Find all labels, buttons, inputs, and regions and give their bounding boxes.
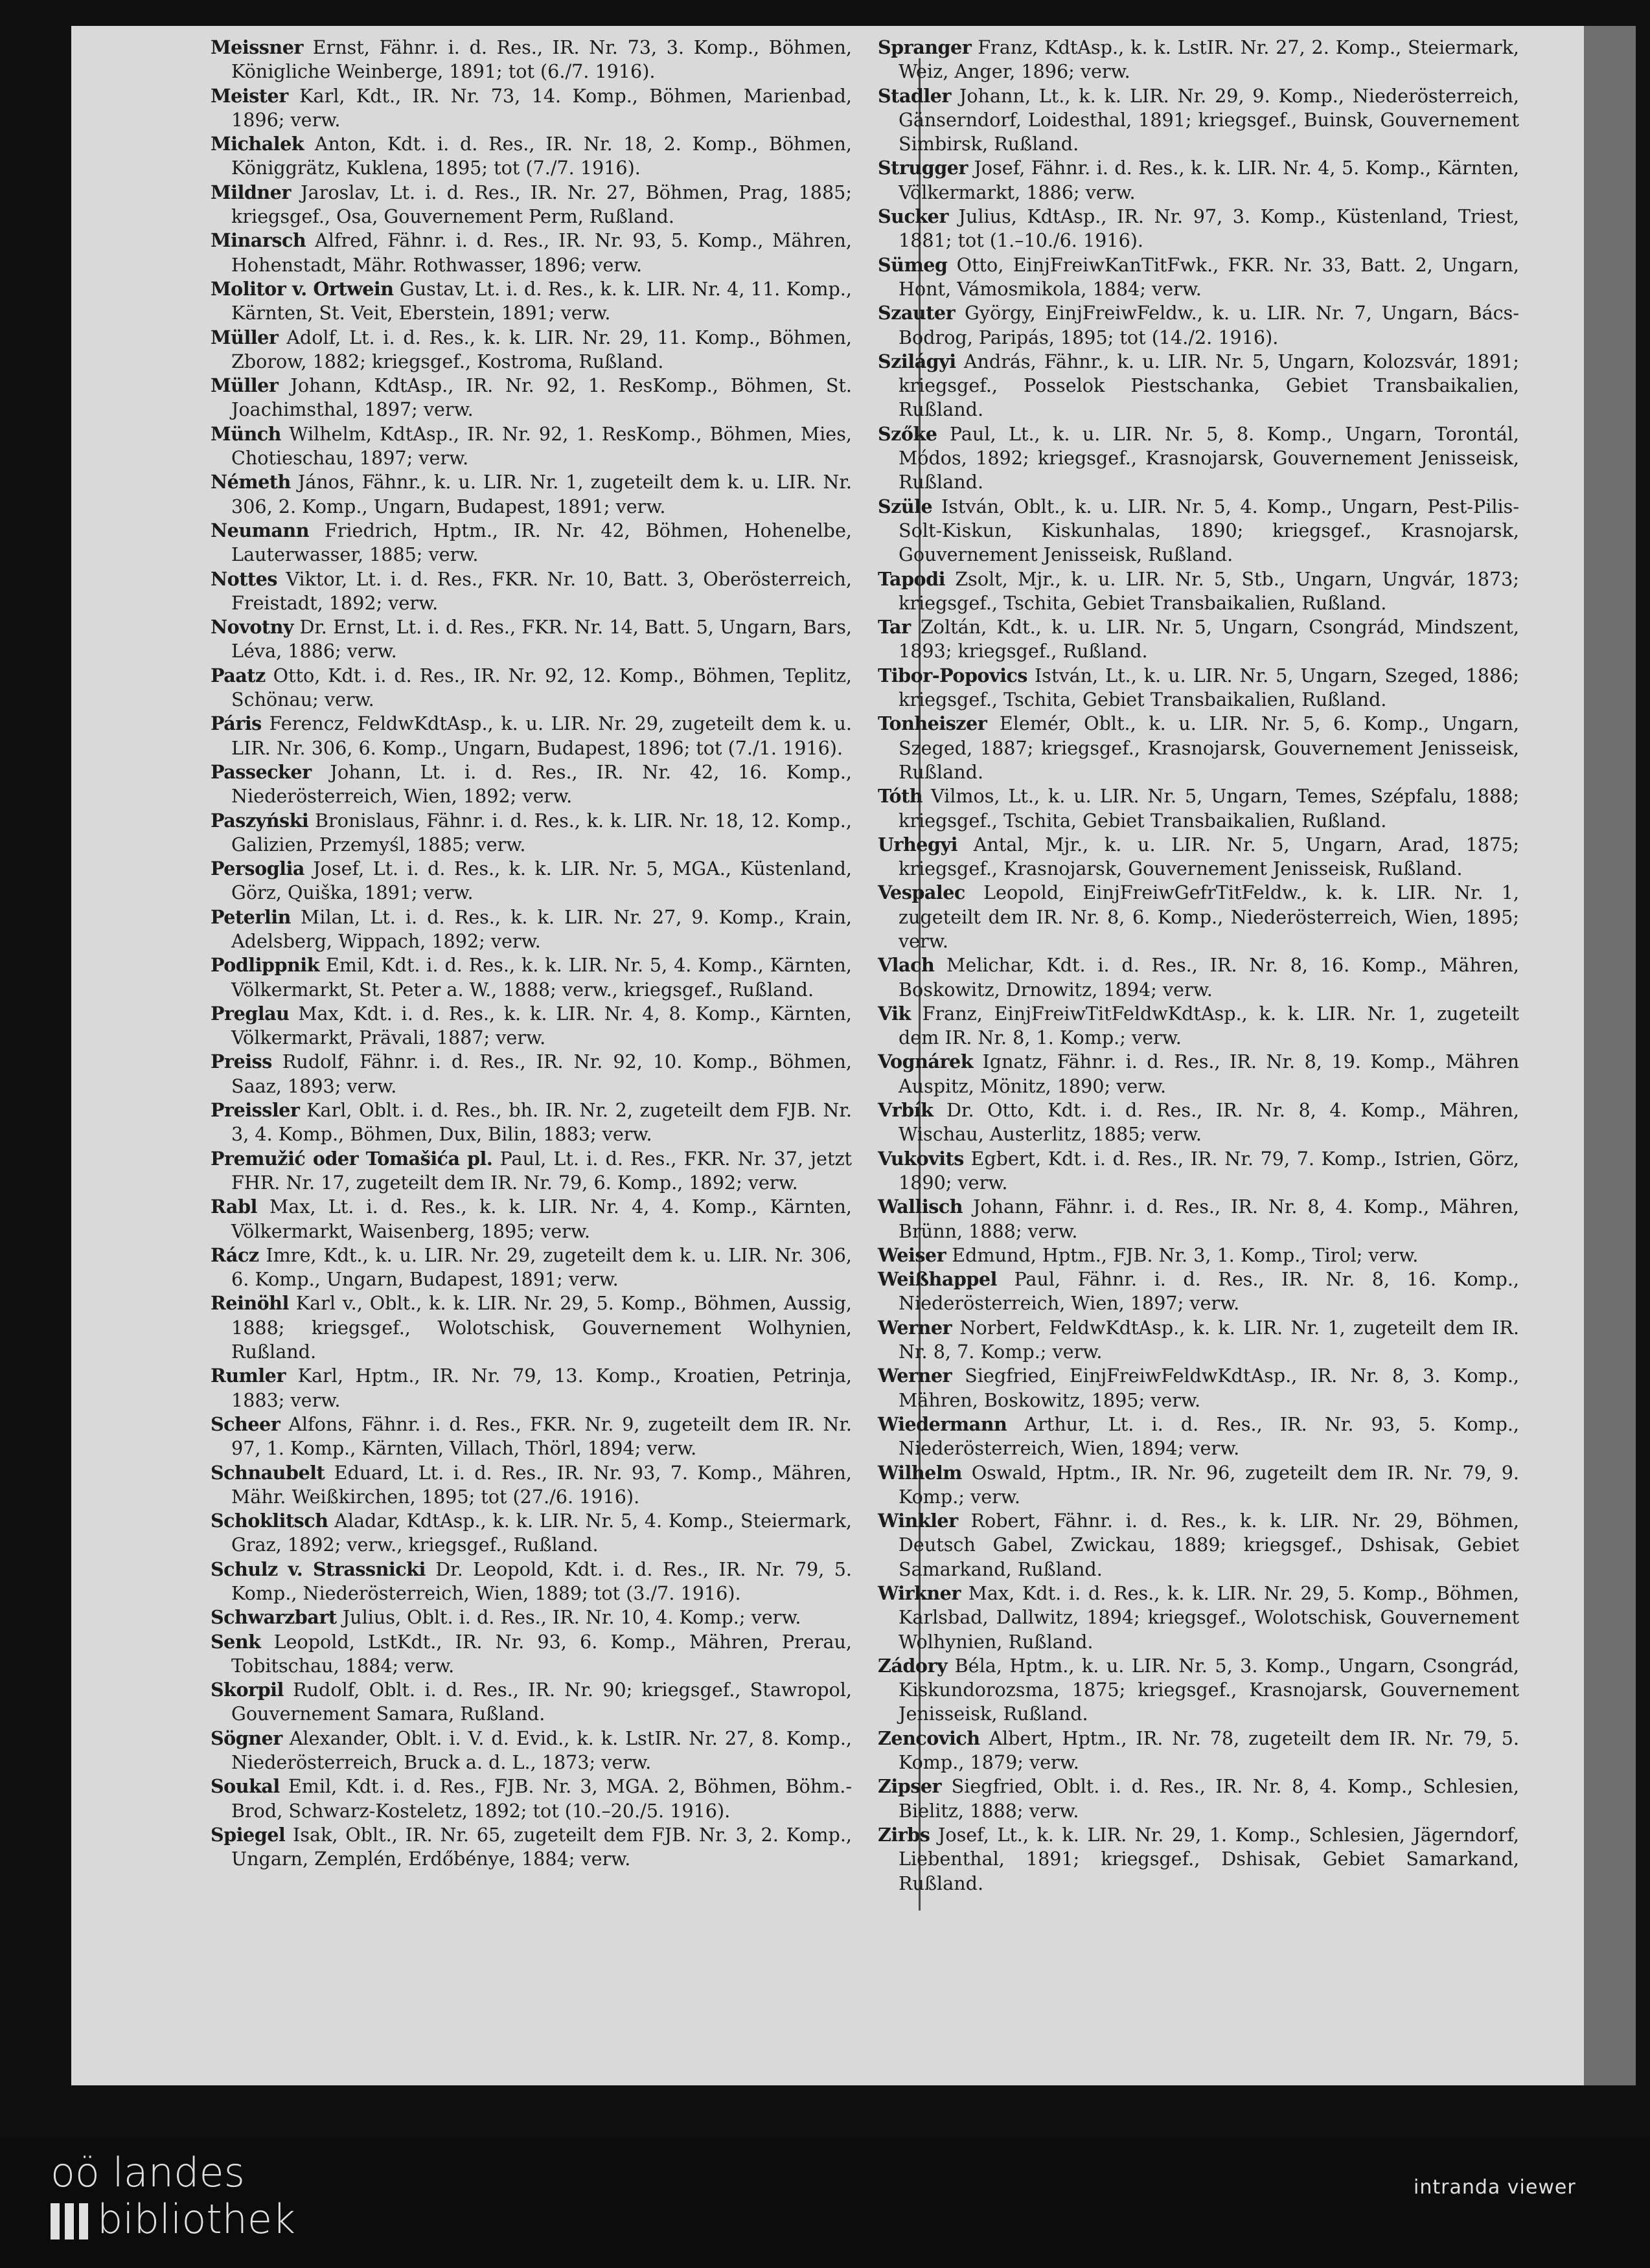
entry-details: Josef, Fähnr. i. d. Res., k. k. LIR. Nr. 4, 5. Komp., Kärnten, Völkermarkt, 1886; verw. [899, 157, 1519, 203]
entry-details: Béla, Hptm., k. u. LIR. Nr. 5, 3. Komp., Ungarn, Csongrád, Kiskundorozsma, 1875; kriegsgef., Krasnojarsk, Gouvernement Jenisseisk, Rußland. [899, 1654, 1520, 1725]
list-entry [211, 1461, 852, 1510]
list-entry [211, 712, 852, 760]
entry-details: Imre, Kdt., k. u. LIR. Nr. 29, zugeteilt dem k. u. LIR. Nr. 306, 6. Komp., Ungarn, Budapest, 1891; verw. [231, 1243, 852, 1291]
list-entry [211, 809, 852, 857]
entry-surname: Sögner [211, 1727, 282, 1749]
list-entry [211, 615, 852, 664]
list-entry [878, 953, 1519, 1002]
entry-details: Ferencz, FeldwKdtAsp., k. u. LIR. Nr. 29, zugeteilt dem k. u. LIR. Nr. 306, 6. Komp., Ungarn, Budapest, 1896; tot (7./1. 1916). [231, 712, 852, 759]
list-entry [211, 1050, 852, 1098]
entry-details: Dr. Otto, Kdt. i. d. Res., IR. Nr. 8, 4. Komp., Mähren, Wischau, Austerlitz, 1885; verw. [899, 1099, 1520, 1146]
entry-details: Aladar, KdtAsp., k. k. LIR. Nr. 5, 4. Komp., Steiermark, Graz, 1892; verw., kriegsgef., Rußland. [231, 1510, 852, 1556]
list-entry [211, 1823, 852, 1872]
list-entry [211, 1630, 852, 1679]
entry-surname: Münch [211, 422, 281, 445]
list-entry [878, 205, 1519, 253]
right-column [878, 36, 1519, 1896]
list-entry [211, 905, 852, 954]
entry-details: Josef, Lt. i. d. Res., k. k. LIR. Nr. 5, MGA., Küstenland, Görz, Quiška, 1891; verw. [231, 857, 852, 904]
entry-details: Anton, Kdt. i. d. Res., IR. Nr. 18, 2. Komp., Böhmen, Königgrätz, Kuklena, 1895; tot (7./7. 1916). [231, 133, 852, 179]
entry-details: Rudolf, Fähnr. i. d. Res., IR. Nr. 92, 10. Komp., Böhmen, Saaz, 1893; verw. [231, 1050, 852, 1097]
entry-surname: Reinöhl [211, 1292, 289, 1315]
entry-details: Alexander, Oblt. i. V. d. Evid., k. k. LstIR. Nr. 27, 8. Komp., Niederösterreich, Bruck a. d. L., 1873; verw. [231, 1727, 852, 1774]
entry-surname: Vognárek [878, 1050, 974, 1073]
entry-details: Karl, Hptm., IR. Nr. 79, 13. Komp., Kroatien, Petrinja, 1883; verw. [231, 1365, 852, 1411]
entry-surname: Páris [211, 712, 262, 735]
entry-details: Jaroslav, Lt. i. d. Res., IR. Nr. 27, Böhmen, Prag, 1885; kriegsgef., Osa, Gouvernement Perm, Rußland. [231, 181, 852, 228]
entry-details: Emil, Kdt. i. d. Res., FJB. Nr. 3, MGA. 2, Böhmen, Böhm.-Brod, Schwarz-Kosteletz, 1892; tot (10.–20./5. 1916). [231, 1775, 853, 1822]
list-entry [878, 1364, 1519, 1412]
entry-surname: Müller [211, 374, 279, 397]
list-entry [211, 1291, 852, 1364]
list-entry [211, 1605, 852, 1629]
entry-surname: Peterlin [211, 905, 291, 928]
list-entry [878, 253, 1519, 302]
list-entry [211, 1412, 852, 1461]
list-entry [878, 1147, 1519, 1196]
viewer-brand-label[interactable]: intranda viewer [1414, 2176, 1576, 2199]
entry-details: Isak, Oblt., IR. Nr. 65, zugeteilt dem FJB. Nr. 3, 2. Komp., Ungarn, Zemplén, Erdőbénye, 1884; verw. [231, 1823, 852, 1870]
entry-details: Franz, EinjFreiwTitFeldwKdtAsp., k. k. LIR. Nr. 1, zugeteilt dem IR. Nr. 8, 1. Komp.; verw. [899, 1002, 1520, 1049]
entry-details: Karl, Kdt., IR. Nr. 73, 14. Komp., Böhmen, Marienbad, 1896; verw. [231, 84, 852, 131]
entry-details: Siegfried, Oblt. i. d. Res., IR. Nr. 8, 4. Komp., Schlesien, Bielitz, 1888; verw. [899, 1775, 1519, 1822]
entry-details: Dr. Ernst, Lt. i. d. Res., FKR. Nr. 14, Batt. 5, Ungarn, Bars, Léva, 1886; verw. [231, 616, 852, 663]
entry-details: Eduard, Lt. i. d. Res., IR. Nr. 93, 7. Komp., Mähren, Mähr. Weißkirchen, 1895; tot (27./6. 1916). [231, 1461, 852, 1508]
entry-surname: Tar [878, 616, 911, 639]
entry-details: Max, Kdt. i. d. Res., k. k. LIR. Nr. 4, 8. Komp., Kärnten, Völkermarkt, Prävali, 1887; verw. [231, 1002, 852, 1049]
entry-details: Ernst, Fähnr. i. d. Res., IR. Nr. 73, 3. Komp., Böhmen, Königliche Weinberge, 1891; tot (6./7. 1916). [231, 36, 852, 83]
entry-surname: Meister [211, 84, 288, 107]
entry-details: Alfons, Fähnr. i. d. Res., FKR. Nr. 9, zugeteilt dem IR. Nr. 97, 1. Komp., Kärnten, Villach, Thörl, 1894; verw. [231, 1412, 852, 1460]
list-entry [211, 1243, 852, 1292]
entry-surname: Tapodi [878, 567, 945, 590]
entry-surname: Szauter [878, 302, 956, 324]
list-entry [211, 1098, 852, 1147]
list-entry [211, 36, 852, 84]
entry-details: Zoltán, Kdt., k. u. LIR. Nr. 5, Ungarn, Csongrád, Mindszent, 1893; kriegsgef., Rußland. [899, 616, 1520, 663]
entry-surname: Tóth [878, 785, 923, 808]
list-entry [211, 953, 852, 1002]
entry-details: István, Lt., k. u. LIR. Nr. 5, Ungarn, Szeged, 1886; kriegsgef., Tschita, Gebiet Transbaikalien, Rußland. [899, 664, 1519, 711]
entry-surname: Skorpil [211, 1679, 284, 1701]
list-entry [878, 881, 1519, 953]
entry-surname: Sümeg [878, 253, 948, 276]
entry-details: Karl, Oblt. i. d. Res., bh. IR. Nr. 2, zugeteilt dem FJB. Nr. 3, 4. Komp., Böhmen, Dux, Bilin, 1883; verw. [231, 1099, 852, 1146]
entry-details: Ignatz, Fähnr. i. d. Res., IR. Nr. 8, 19. Komp., Mähren Auspitz, Mönitz, 1890; verw. [899, 1050, 1519, 1097]
entry-surname: Szőke [878, 422, 937, 445]
entry-details: András, Fähnr., k. u. LIR. Nr. 5, Ungarn, Kolozsvár, 1891; kriegsgef., Posselok Piestschanka, Gebiet Transbaikalien, Rußland. [899, 350, 1519, 421]
list-entry [211, 664, 852, 712]
entry-details: György, EinjFreiwFeldw., k. u. LIR. Nr. 7, Ungarn, Bács-Bodrog, Paripás, 1895; tot (14./2. 1916). [899, 302, 1519, 348]
entry-details: Edmund, Hptm., FJB. Nr. 3, 1. Komp., Tirol; verw. [952, 1243, 1419, 1266]
list-entry [211, 1002, 852, 1050]
entry-details: Albert, Hptm., IR. Nr. 78, zugeteilt dem IR. Nr. 79, 5. Komp., 1879; verw. [899, 1727, 1519, 1774]
entry-details: Otto, Kdt. i. d. Res., IR. Nr. 92, 12. Komp., Böhmen, Teplitz, Schönau; verw. [231, 664, 852, 711]
list-entry [211, 84, 852, 133]
entry-details: Johann, Fähnr. i. d. Res., IR. Nr. 8, 4. Komp., Mähren, Brünn, 1888; verw. [899, 1196, 1519, 1242]
list-entry [211, 1727, 852, 1775]
list-entry [878, 1316, 1519, 1365]
list-entry [211, 181, 852, 229]
entry-surname: Novotny [211, 616, 294, 639]
entry-surname: Zádory [878, 1654, 948, 1677]
entry-surname: Passecker [211, 760, 312, 783]
list-entry [211, 1147, 852, 1196]
entry-surname: Vlach [878, 954, 935, 977]
entry-surname: Senk [211, 1630, 261, 1653]
entry-details: Egbert, Kdt. i. d. Res., IR. Nr. 79, 7. Komp., Istrien, Görz, 1890; verw. [899, 1147, 1520, 1194]
entry-surname: Paatz [211, 664, 266, 686]
list-entry [878, 1412, 1519, 1461]
entry-surname: Zencovich [878, 1727, 980, 1749]
entry-surname: Werner [878, 1365, 952, 1387]
entry-surname: Spiegel [211, 1823, 286, 1846]
entry-details: Leopold, EinjFreiwGefrTitFeldw., k. k. LIR. Nr. 1, zugeteilt dem IR. Nr. 8, 6. Komp., Niederösterreich, Wien, 1895; verw. [899, 881, 1520, 952]
list-entry [878, 1195, 1519, 1243]
entry-details: István, Oblt., k. u. LIR. Nr. 5, 4. Komp., Ungarn, Pest-Pilis-Solt-Kiskun, Kiskunhalas, 1890; kriegsgef., Krasnojarsk, Gouvernement Jenisseisk, Rußland. [899, 495, 1519, 566]
list-entry [878, 615, 1519, 664]
entry-surname: Szilágyi [878, 350, 956, 372]
entry-surname: Wirkner [878, 1582, 961, 1604]
entry-details: Friedrich, Hptm., IR. Nr. 42, Böhmen, Hohenelbe, Lauterwasser, 1885; verw. [231, 519, 852, 566]
entry-surname: Rácz [211, 1243, 259, 1266]
entry-surname: Tibor-Popovics [878, 664, 1027, 686]
entry-surname: Preiss [211, 1050, 272, 1073]
library-logo-line1[interactable]: oö landes [51, 2149, 245, 2196]
entry-surname: Premužić oder Tomašića pl. [211, 1147, 493, 1170]
entry-surname: Neumann [211, 519, 309, 541]
entry-surname: Stadler [878, 84, 951, 107]
list-entry [878, 1267, 1519, 1316]
list-entry [878, 1654, 1519, 1727]
list-entry [211, 519, 852, 567]
entry-details: Paul, Fähnr. i. d. Res., IR. Nr. 8, 16. Komp., Niederösterreich, Wien, 1897; verw. [899, 1268, 1520, 1315]
entry-details: Gustav, Lt. i. d. Res., k. k. LIR. Nr. 4, 11. Komp., Kärnten, St. Veit, Eberstein, 1891; verw. [231, 277, 852, 324]
entry-details: Elemér, Oblt., k. u. LIR. Nr. 5, 6. Komp., Ungarn, Szeged, 1887; kriegsgef., Krasnojarsk, Gouvernement Jenisseisk, Rußland. [899, 712, 1519, 783]
entry-details: Rudolf, Oblt. i. d. Res., IR. Nr. 90; kriegsgef., Stawropol, Gouvernement Samara, Rußland. [231, 1679, 853, 1725]
list-entry [878, 350, 1519, 422]
list-entry [211, 422, 852, 471]
entry-details: Paul, Lt., k. u. LIR. Nr. 5, 8. Komp., Ungarn, Torontál, Módos, 1892; kriegsgef., Krasnojarsk, Gouvernement Jenisseisk, Rußland. [899, 422, 1519, 493]
entry-surname: Minarsch [211, 229, 306, 252]
list-entry [211, 760, 852, 809]
entry-details: Alfred, Fähnr. i. d. Res., IR. Nr. 93, 5. Komp., Mähren, Hohenstadt, Mähr. Rothwasser, 1896; verw. [231, 229, 852, 276]
list-entry [211, 1558, 852, 1606]
list-entry [878, 156, 1519, 205]
entry-surname: Urhegyi [878, 833, 957, 856]
entry-surname: Strugger [878, 157, 968, 179]
entry-surname: Nottes [211, 567, 277, 590]
entry-surname: Spranger [878, 36, 972, 58]
entry-details: Leopold, LstKdt., IR. Nr. 93, 6. Komp., Mähren, Prerau, Tobitschau, 1884; verw. [231, 1630, 853, 1677]
list-entry [211, 1775, 852, 1823]
list-entry [211, 470, 852, 519]
entry-surname: Sucker [878, 205, 948, 228]
list-entry [878, 833, 1519, 881]
entry-details: Adolf, Lt. i. d. Res., k. k. LIR. Nr. 29, 11. Komp., Böhmen, Zborow, 1882; kriegsgef., Kostroma, Rußland. [231, 326, 853, 372]
list-entry [878, 422, 1519, 495]
list-entry [211, 1678, 852, 1727]
list-entry [878, 1461, 1519, 1510]
entry-details: Julius, KdtAsp., IR. Nr. 97, 3. Komp., Küstenland, Triest, 1881; tot (1.–10./6. 1916). [899, 205, 1519, 252]
list-entry [211, 132, 852, 181]
list-entry [878, 1582, 1519, 1654]
entry-surname: Szüle [878, 495, 933, 517]
entry-details: János, Fähnr., k. u. LIR. Nr. 1, zugeteilt dem k. u. LIR. Nr. 306, 2. Komp., Ungarn, Budapest, 1891; verw. [231, 471, 853, 517]
entry-surname: Weißhappel [878, 1268, 997, 1291]
entry-details: Franz, KdtAsp., k. k. LstIR. Nr. 27, 2. Komp., Steiermark, Weiz, Anger, 1896; verw. [899, 36, 1520, 83]
entry-details: Max, Lt. i. d. Res., k. k. LIR. Nr. 4, 4. Komp., Kärnten, Völkermarkt, Waisenberg, 1895; verw. [231, 1196, 852, 1242]
entry-details: Johann, Lt., k. k. LIR. Nr. 29, 9. Komp., Niederösterreich, Gänserndorf, Loidesthal, 1891; kriegsgef., Buinsk, Gouvernement Simbirsk, Rußland. [899, 84, 1519, 155]
entry-details: Viktor, Lt. i. d. Res., FKR. Nr. 10, Batt. 3, Oberösterreich, Freistadt, 1892; verw. [231, 567, 852, 614]
entry-surname: Molitor v. Ortwein [211, 277, 394, 300]
entry-surname: Paszyński [211, 809, 309, 832]
entry-surname: Schoklitsch [211, 1510, 328, 1532]
entry-surname: Vrbík [878, 1099, 934, 1122]
entry-surname: Rabl [211, 1196, 257, 1218]
list-entry [878, 1727, 1519, 1775]
library-logo-line2[interactable]: bibliothek [97, 2195, 295, 2243]
entry-surname: Weiser [878, 1243, 946, 1266]
entry-surname: Preglau [211, 1002, 290, 1025]
entry-details: Max, Kdt. i. d. Res., k. k. LIR. Nr. 29, 5. Komp., Böhmen, Karlsbad, Dallwitz, 1894; kriegsgef., Wolotschisk, Gouvernement Wolhynien, Rußland. [899, 1582, 1519, 1653]
entry-surname: Schwarzbart [211, 1606, 337, 1629]
entry-details: Siegfried, EinjFreiwFeldwKdtAsp., IR. Nr. 8, 3. Komp., Mähren, Boskowitz, 1895; verw. [899, 1365, 1519, 1411]
entry-details: Oswald, Hptm., IR. Nr. 96, zugeteilt dem IR. Nr. 79, 9. Komp.; verw. [899, 1461, 1520, 1508]
entry-surname: Wilhelm [878, 1461, 962, 1484]
entry-surname: Werner [878, 1316, 952, 1339]
entry-details: Johann, KdtAsp., IR. Nr. 92, 1. ResKomp., Böhmen, St. Joachimsthal, 1897; verw. [231, 374, 853, 421]
entry-details: Otto, EinjFreiwKanTitFwk., FKR. Nr. 33, Batt. 2, Ungarn, Hont, Vámosmikola, 1884; verw. [899, 253, 1519, 300]
list-entry [878, 1823, 1519, 1896]
entry-details: Emil, Kdt. i. d. Res., k. k. LIR. Nr. 5, 4. Komp., Kärnten, Völkermarkt, St. Peter a. W., 1888; verw., kriegsgef., Rußland. [231, 954, 852, 1001]
list-entry [878, 1050, 1519, 1098]
list-entry [211, 567, 852, 616]
list-entry [211, 1195, 852, 1243]
entry-surname: Vik [878, 1002, 911, 1025]
entry-surname: Tonheiszer [878, 712, 987, 735]
list-entry [211, 229, 852, 277]
entry-surname: Podlippnik [211, 954, 319, 977]
entry-details: Melichar, Kdt. i. d. Res., IR. Nr. 8, 16. Komp., Mähren, Boskowitz, Drnowitz, 1894; verw. [899, 954, 1519, 1001]
entry-surname: Müller [211, 326, 279, 348]
entry-details: Julius, Oblt. i. d. Res., IR. Nr. 10, 4. Komp.; verw. [342, 1606, 801, 1629]
library-logo-bars-icon [51, 2203, 88, 2240]
left-column [211, 36, 852, 1872]
entry-surname: Meissner [211, 36, 303, 58]
list-entry [878, 1098, 1519, 1147]
entry-details: Vilmos, Lt., k. u. LIR. Nr. 5, Ungarn, Temes, Szépfalu, 1888; kriegsgef., Tschita, Gebiet Transbaikalien, Rußland. [899, 785, 1519, 832]
entry-details: Karl v., Oblt., k. k. LIR. Nr. 29, 5. Komp., Böhmen, Aussig, 1888; kriegsgef., Wolotschisk, Gouvernement Wolhynien, Rußland. [231, 1292, 852, 1363]
entry-details: Bronislaus, Fähnr. i. d. Res., k. k. LIR. Nr. 18, 12. Komp., Galizien, Przemyśl, 1885; verw. [231, 809, 852, 856]
entry-surname: Németh [211, 471, 291, 493]
entry-details: Johann, Lt. i. d. Res., IR. Nr. 42, 16. Komp., Niederösterreich, Wien, 1892; verw. [231, 760, 852, 808]
list-entry [878, 84, 1519, 157]
entry-surname: Wallisch [878, 1196, 963, 1218]
entry-surname: Preissler [211, 1099, 300, 1122]
entry-surname: Mildner [211, 181, 291, 203]
entry-surname: Soukal [211, 1775, 280, 1798]
entry-surname: Persoglia [211, 857, 304, 880]
list-entry [211, 326, 852, 374]
entry-surname: Wiedermann [878, 1412, 1007, 1435]
list-entry [211, 277, 852, 326]
list-entry [878, 1002, 1519, 1050]
entry-surname: Schnaubelt [211, 1461, 325, 1484]
entry-details: Antal, Mjr., k. u. LIR. Nr. 5, Ungarn, Arad, 1875; kriegsgef., Krasnojarsk, Gouvernement Jenisseisk, Rußland. [899, 833, 1519, 880]
entry-surname: Schulz v. Strassnicki [211, 1558, 426, 1580]
list-entry [211, 1364, 852, 1412]
list-entry [878, 36, 1519, 84]
list-entry [211, 1509, 852, 1558]
entry-surname: Vukovits [878, 1147, 964, 1170]
list-entry [878, 712, 1519, 784]
list-entry [878, 301, 1519, 350]
list-entry [878, 1509, 1519, 1582]
entry-surname: Michalek [211, 133, 304, 155]
entry-surname: Winkler [878, 1510, 958, 1532]
list-entry [878, 664, 1519, 712]
entry-details: Robert, Fähnr. i. d. Res., k. k. LIR. Nr. 29, Böhmen, Deutsch Gabel, Zwickau, 1889; kriegsgef., Dshisak, Gebiet Samarkand, Rußland. [899, 1510, 1519, 1580]
entry-details: Arthur, Lt. i. d. Res., IR. Nr. 93, 5. Komp., Niederösterreich, Wien, 1894; verw. [899, 1412, 1520, 1460]
entry-details: Dr. Leopold, Kdt. i. d. Res., IR. Nr. 79, 5. Komp., Niederösterreich, Wien, 1889; tot (3./7. 1916). [231, 1558, 852, 1604]
entry-surname: Vespalec [878, 881, 965, 904]
list-entry [878, 1775, 1519, 1823]
list-entry [878, 1243, 1519, 1267]
list-entry [211, 374, 852, 422]
entry-surname: Scheer [211, 1412, 281, 1435]
entry-surname: Rumler [211, 1365, 286, 1387]
entry-surname: Zipser [878, 1775, 942, 1798]
list-entry [211, 857, 852, 905]
entry-details: Norbert, FeldwKdtAsp., k. k. LIR. Nr. 1, zugeteilt dem IR. Nr. 8, 7. Komp.; verw. [899, 1316, 1520, 1363]
entry-details: Paul, Lt. i. d. Res., FKR. Nr. 37, jetzt FHR. Nr. 17, zugeteilt dem IR. Nr. 79, 6. Komp., 1892; verw. [231, 1147, 853, 1194]
page-edge-strip [1584, 26, 1636, 2085]
list-entry [878, 495, 1519, 567]
entry-surname: Zirbs [878, 1823, 930, 1846]
entry-details: Zsolt, Mjr., k. u. LIR. Nr. 5, Stb., Ungarn, Ungvár, 1873; kriegsgef., Tschita, Gebiet Transbaikalien, Rußland. [899, 567, 1519, 614]
entry-details: Milan, Lt. i. d. Res., k. k. LIR. Nr. 27, 9. Komp., Krain, Adelsberg, Wippach, 1892; verw. [231, 905, 852, 952]
entry-details: Wilhelm, KdtAsp., IR. Nr. 92, 1. ResKomp., Böhmen, Mies, Chotieschau, 1897; verw. [231, 422, 852, 470]
list-entry [878, 567, 1519, 616]
entry-details: Josef, Lt., k. k. LIR. Nr. 29, 1. Komp., Schlesien, Jägerndorf, Liebenthal, 1891; kriegsgef., Dshisak, Gebiet Samarkand, Rußland. [899, 1823, 1519, 1894]
list-entry [878, 784, 1519, 833]
